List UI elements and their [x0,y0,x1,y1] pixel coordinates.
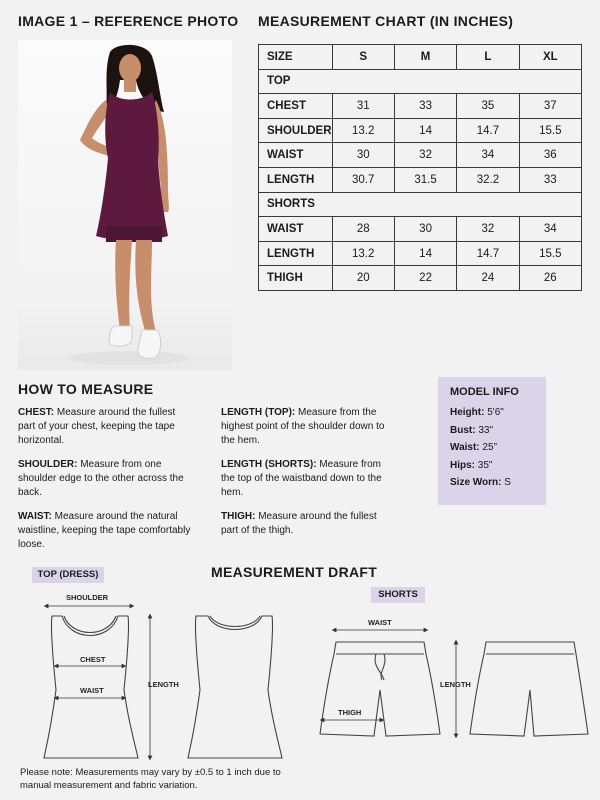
table-cell: 37 [519,94,581,119]
table-cell: 32.2 [457,167,519,192]
table-cell: 30 [332,143,394,168]
shorts-waist-label: WAIST [368,618,392,627]
measure-item-waist: WAIST: Measure around the natural waistline, keeping the tape comfortably loose. [18,511,191,550]
table-cell: 15.5 [519,118,581,143]
table-cell: 14.7 [457,241,519,266]
model-info-waist: Waist: 25" [450,442,498,453]
table-cell: 13.2 [332,118,394,143]
table-cell: 30 [394,217,456,242]
shorts-front-outline [320,642,440,736]
shorts-back-outline [470,642,588,736]
dress-back-outline [188,616,282,758]
header-cell: L [457,45,519,70]
model-figure-illustration [18,40,232,370]
table-cell: 33 [394,94,456,119]
length-label: LENGTH [148,680,179,689]
section-row-shorts [259,192,582,217]
reference-photo [18,40,232,370]
row-label: THIGH [259,266,333,291]
section-label: SHORTS [259,192,582,217]
table-cell: 30.7 [332,167,394,192]
table-cell: 35 [457,94,519,119]
shorts-tag: SHORTS [371,587,425,603]
waist-label: WAIST [80,686,104,695]
row-label: LENGTH [259,167,333,192]
table-row [259,217,582,242]
measure-item-length-top: LENGTH (TOP): Measure from the highest point of the shoulder down to the hem. [221,407,385,446]
table-row [259,266,582,291]
how-to-measure-column-right [221,406,393,548]
measure-item-chest: CHEST: Measure around the fullest part of your chest, keeping the tape horizontal. [18,407,176,446]
model-info-hips: Hips: 35" [450,459,493,471]
model-info-box [438,377,546,505]
table-header-row [259,45,582,70]
table-cell: 31.5 [394,167,456,192]
row-label: WAIST [259,217,333,242]
row-label: CHEST [259,94,333,119]
measure-item-length-shorts: LENGTH (SHORTS): Measure from the top of the waistband down to the hem. [221,459,382,498]
how-to-measure-title: HOW TO MEASURE [18,381,154,397]
table-row [259,167,582,192]
model-info-bust: Bust: 33" [450,424,494,436]
table-cell: 33 [519,167,581,192]
table-cell: 14 [394,118,456,143]
table-cell: 34 [457,143,519,168]
measure-item-thigh: THIGH: Measure around the fullest part of the thigh. [221,511,377,536]
table-row [259,143,582,168]
chest-label: CHEST [80,655,106,664]
row-label: WAIST [259,143,333,168]
table-cell: 31 [332,94,394,119]
table-cell: 28 [332,217,394,242]
table-cell: 34 [519,217,581,242]
table-row [259,94,582,119]
header-cell: M [394,45,456,70]
model-info-size-worn: Size Worn: S [450,477,511,488]
table-cell: 32 [457,217,519,242]
table-cell: 22 [394,266,456,291]
how-to-measure-column-left [18,406,194,562]
measurement-chart-title: MEASUREMENT CHART (IN INCHES) [258,13,514,29]
table-row [259,118,582,143]
header-cell: S [332,45,394,70]
thigh-label: THIGH [338,708,362,717]
header-cell: XL [519,45,581,70]
header-cell: SIZE [259,45,333,70]
table-cell: 15.5 [519,241,581,266]
measurement-draft-diagram [0,580,600,765]
row-label: SHOULDER [259,118,333,143]
table-cell: 24 [457,266,519,291]
section-row-top [259,69,582,94]
reference-photo-title: IMAGE 1 – REFERENCE PHOTO [18,13,239,29]
table-cell: 26 [519,266,581,291]
measurement-chart-table [258,44,582,291]
table-cell: 14 [394,241,456,266]
top-dress-tag: TOP (DRESS) [32,567,104,583]
model-info-title: MODEL INFO [450,386,519,398]
shorts-length-label: LENGTH [440,680,471,689]
table-cell: 36 [519,143,581,168]
measurement-note: Please note: Measurements may vary by ±0.5 to 1 inch due to manual measurement and fabric variation. [20,767,281,791]
table-cell: 14.7 [457,118,519,143]
shoulder-label: SHOULDER [66,593,109,602]
table-cell: 20 [332,266,394,291]
model-info-height: Height: 5'6" [450,407,504,418]
row-label: LENGTH [259,241,333,266]
table-cell: 32 [394,143,456,168]
table-cell: 13.2 [332,241,394,266]
measure-item-shoulder: SHOULDER: Measure from one shoulder edge to the other across the back. [18,459,184,498]
table-row [259,241,582,266]
measurement-draft-title: MEASUREMENT DRAFT [211,564,378,580]
section-label: TOP [259,69,582,94]
